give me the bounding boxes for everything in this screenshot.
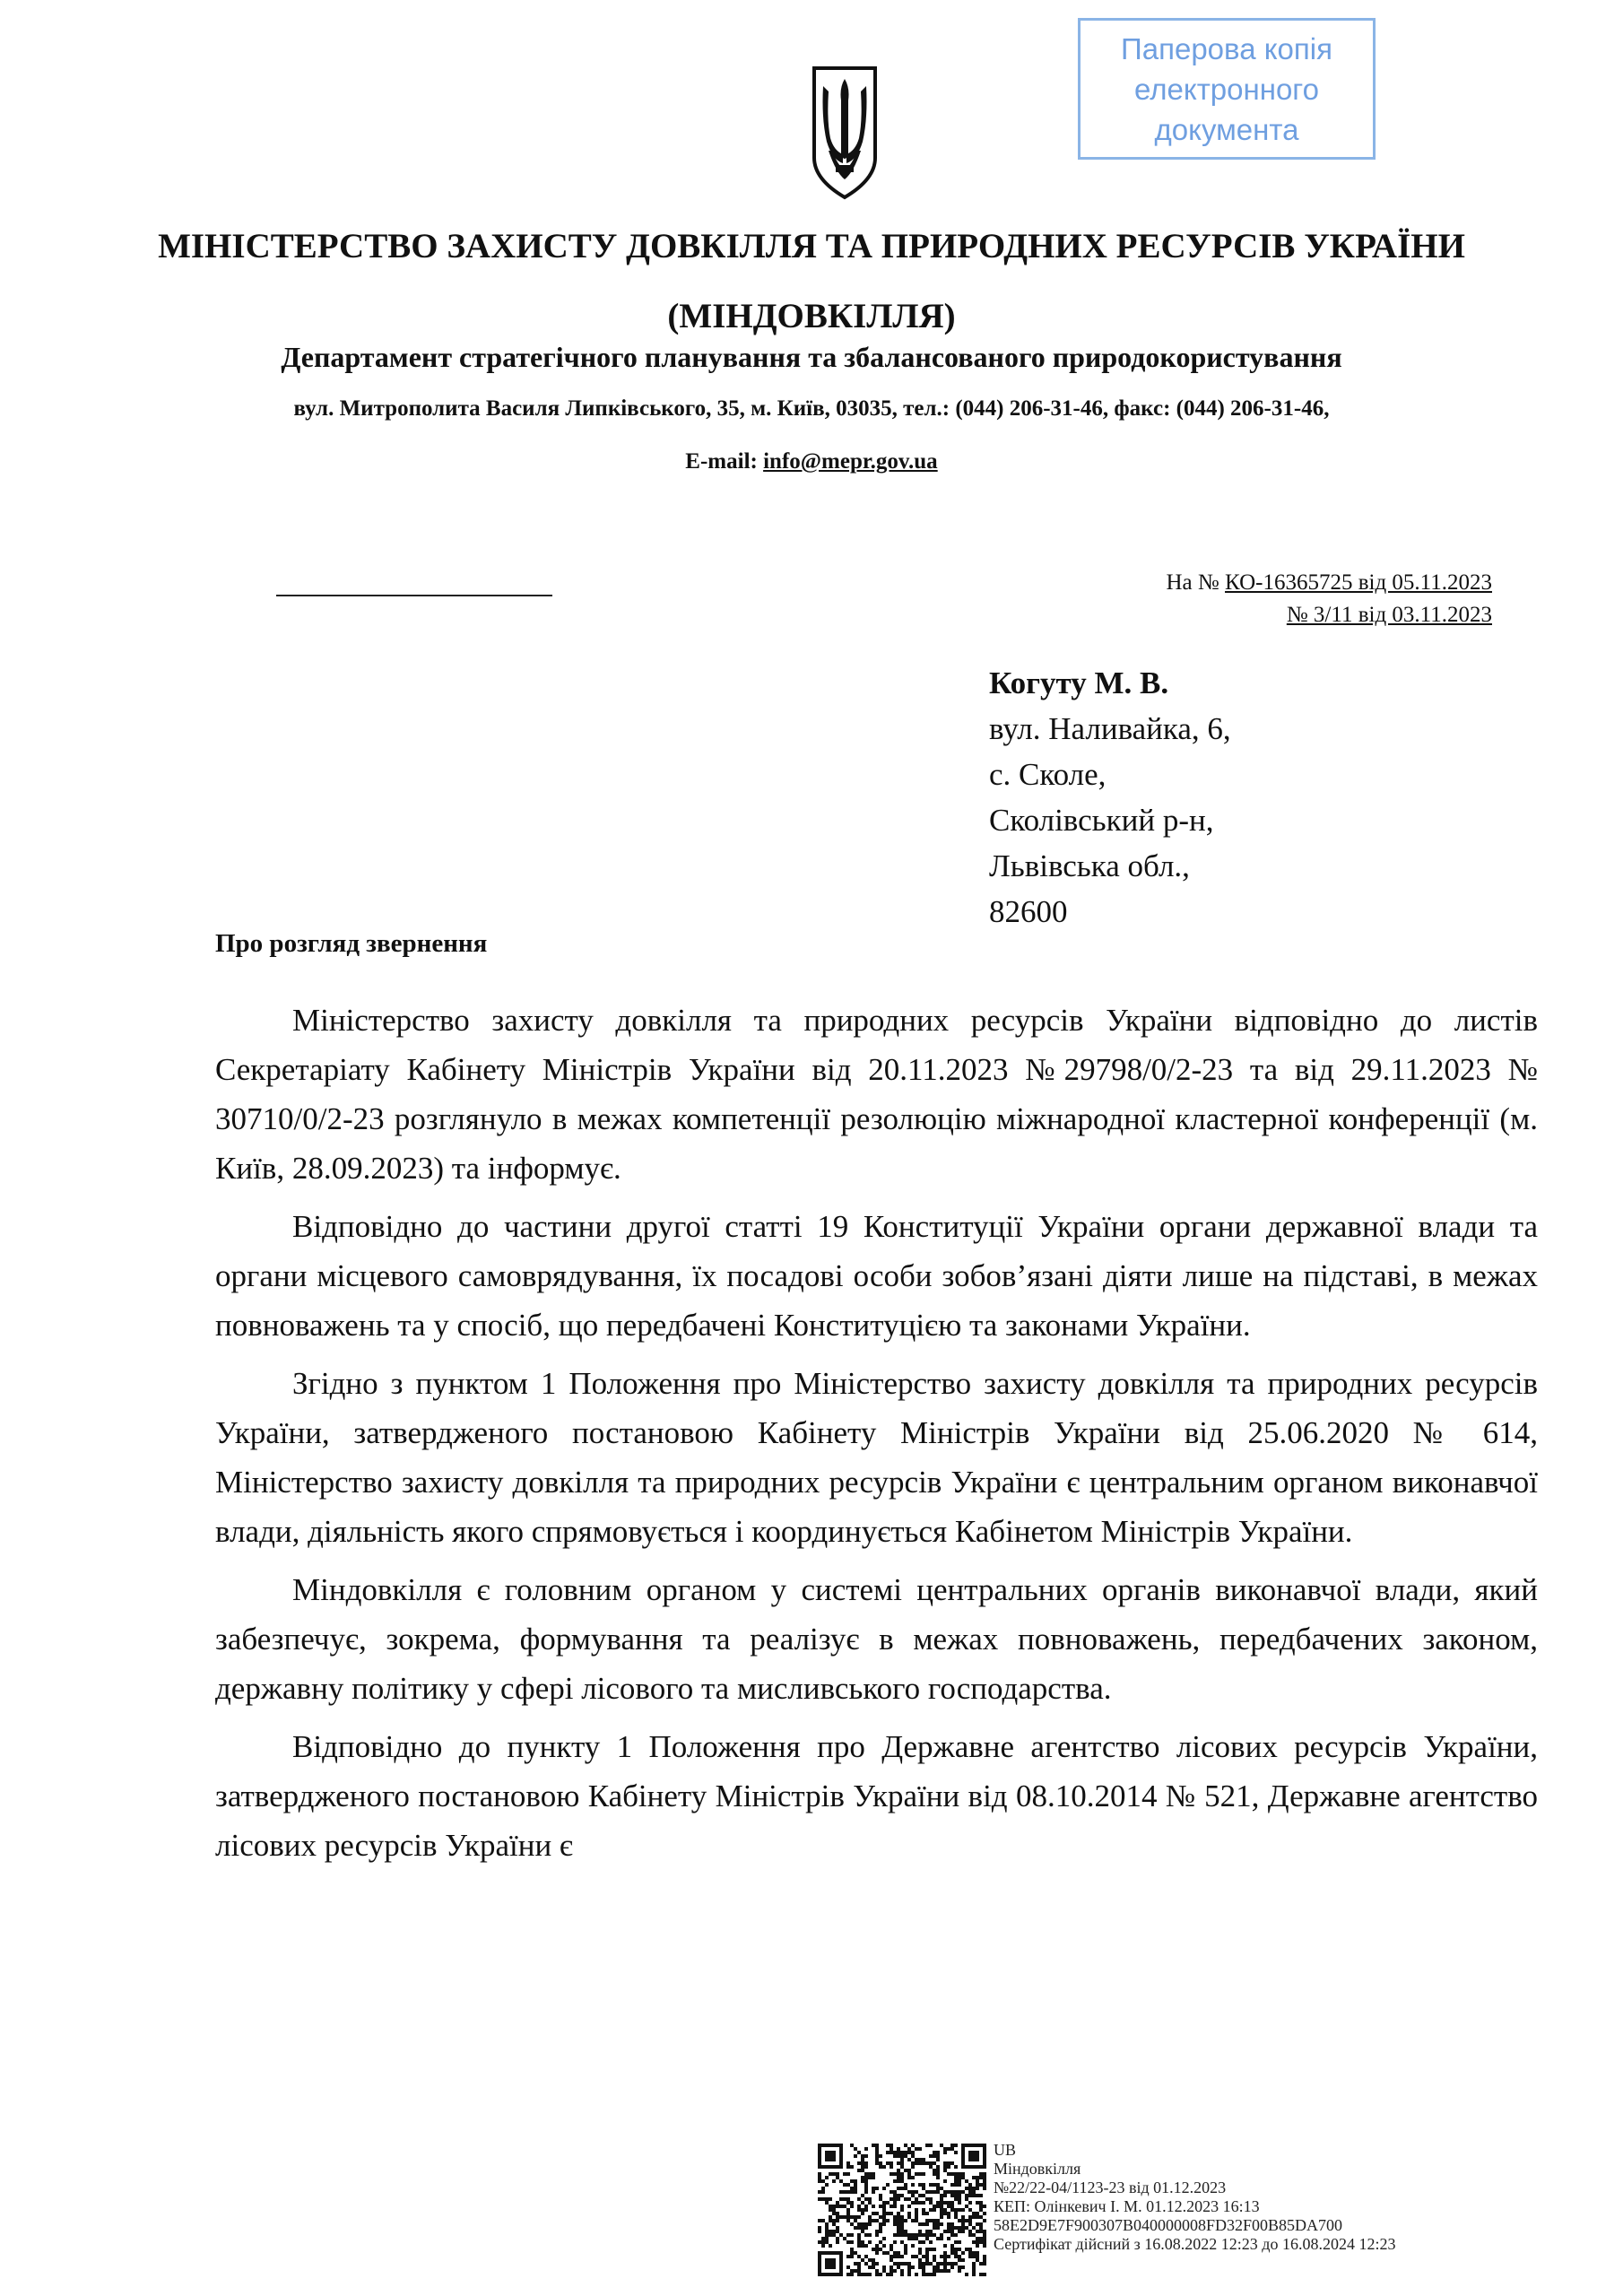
qr-code-icon xyxy=(818,2144,986,2276)
email-link[interactable]: info@mepr.gov.ua xyxy=(763,449,938,474)
department-name: Департамент стратегічного планування та збалансованого природокористування xyxy=(281,341,1342,373)
body-paragraph: Міністерство захисту довкілля та природних ресурсів України відповідно до листів Секретаріату Кабінету Міністрів України від 20.11.2023 №29798/0/2-23 та від 29.11.2023 № 30710/0/2-23 розглянуло в межах компетенції резолюцію міжнародної кластерної конференції (м. Київ, 28.09.2023) та інформує. xyxy=(215,1003,1538,1186)
recipient-address-line: вул. Наливайка, 6, xyxy=(989,711,1231,746)
registration-blank-line xyxy=(276,595,552,596)
signature-info-line: №22/22-04/1123-23 від 01.12.2023 xyxy=(994,2179,1227,2196)
paper-copy-stamp xyxy=(1078,18,1376,160)
letter-subject: Про розгляд звернення xyxy=(215,929,488,958)
stamp-line: документа xyxy=(1154,112,1299,146)
reference-block xyxy=(1167,567,1493,631)
coat-of-arms-icon xyxy=(809,65,881,201)
email-line xyxy=(0,449,1623,474)
body-paragraph: Міндовкілля є головним органом у системі центральних органів виконавчої влади, який забезпечує, зокрема, формування та реалізує в межах повноважень, передбачених законом, державну політику у сфері лісового та мисливського господарства. xyxy=(215,1572,1538,1706)
stamp-line: Паперова копія xyxy=(1121,31,1332,65)
recipient-block xyxy=(989,660,1231,935)
signature-info-line: UB xyxy=(994,2141,1017,2159)
recipient-name: Когуту М. В. xyxy=(989,665,1169,700)
body-paragraph: Відповідно до частини другої статті 19 Конституції України органи державної влади та органи місцевого самоврядування, їх посадові особи зобов’язані діяти лише на підставі, в межах повноважень та у спосіб, що передбачені Конституцією та законами України. xyxy=(215,1209,1538,1343)
stamp-line: електронного xyxy=(1134,72,1319,106)
address-line: вул. Митрополита Василя Липківського, 35, м. Київ, 03035, тел.: (044) 206-31-46, факс: (044) 206-31-46, xyxy=(293,396,1330,421)
ministry-title-line1: МІНІСТЕРСТВО ЗАХИСТУ ДОВКІЛЛЯ ТА ПРИРОДНИХ РЕСУРСІВ УКРАЇНИ xyxy=(158,227,1465,265)
reference-number-1: КО-16365725 від 05.11.2023 xyxy=(1225,570,1492,595)
signature-info-line: Міндовкілля xyxy=(994,2160,1081,2178)
body-paragraph: Згідно з пунктом 1 Положення про Міністерство захисту довкілля та природних ресурсів України, затвердженого постановою Кабінету Міністрів України від 25.06.2020 № 614, Міністерство захисту довкілля та природних ресурсів України є центральним органом виконавчої влади, діяльність якого спрямовується і координується Кабінетом Міністрів України. xyxy=(215,1366,1538,1549)
letter-body xyxy=(215,996,1538,1879)
recipient-address-line: с. Сколе, xyxy=(989,757,1107,792)
recipient-address-line: Львівська обл., xyxy=(989,848,1190,883)
ministry-title-line2: (МІНДОВКІЛЛЯ) xyxy=(667,297,956,335)
email-label: E-mail: xyxy=(685,449,758,474)
reference-number-2: № 3/11 від 03.11.2023 xyxy=(1286,603,1492,627)
electronic-signature-info xyxy=(994,2141,1395,2254)
reference-line-1 xyxy=(1167,567,1493,599)
signature-info-line: 58E2D9E7F900307B040000008FD32F00B85DA700 xyxy=(994,2216,1343,2234)
signature-info-line: КЕП: Олінкевич І. М. 01.12.2023 16:13 xyxy=(994,2197,1260,2215)
recipient-address-line: Сколівський р-н, xyxy=(989,803,1214,838)
recipient-address-line: 82600 xyxy=(989,894,1068,929)
ministry-title xyxy=(0,212,1623,352)
reference-prefix: На № xyxy=(1166,570,1219,595)
signature-info-line: Сертифікат дійсний з 16.08.2022 12:23 до 16.08.2024 12:23 xyxy=(994,2235,1396,2253)
body-paragraph: Відповідно до пункту 1 Положення про Державне агентство лісових ресурсів України, затвердженого постановою Кабінету Міністрів України від 08.10.2014 № 521, Державне агентство лісових ресурсів України є xyxy=(215,1729,1538,1863)
